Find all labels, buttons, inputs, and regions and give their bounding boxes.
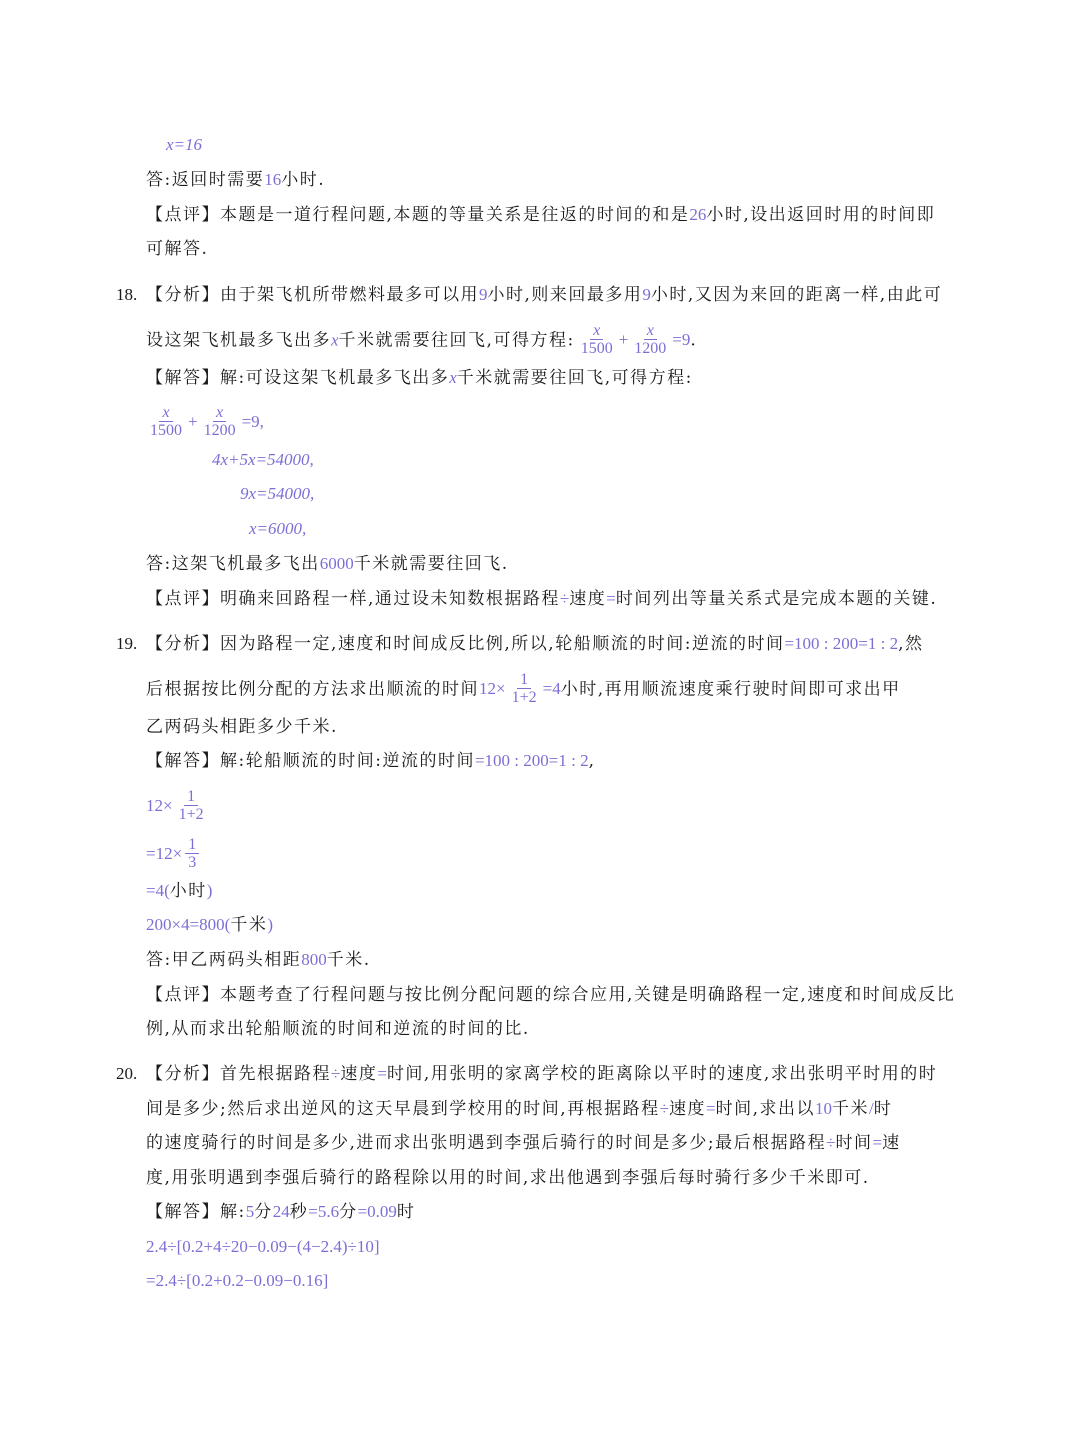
solution-20-expr1: 2.4÷[0.2+4÷20−0.09−(4−2.4)÷10]: [146, 1237, 380, 1256]
fraction: $\frac{x}{1200}$: [634, 322, 667, 357]
solution-18-step4: x=6000,: [249, 519, 307, 538]
fraction: $\frac{x}{1500}$: [580, 322, 613, 357]
analysis-20-line1: 【分析】首先根据路程÷速度=时间,用张明的家离学校的距离除以平时的速度,求出张明平时用的时: [146, 1064, 938, 1084]
comment-19-line1: 【点评】本题考查了行程问题与按比例分配问题的综合应用,关键是明确路程一定,速度和时间成反比: [146, 985, 956, 1005]
solution-18-step2: 4x+5x=54000,: [212, 450, 314, 469]
fraction: $\frac{1}{1+2}$: [511, 671, 537, 706]
analysis-19-line2: 后根据按比例分配的方法求出顺流的时间12× $\frac{1}{1+2}$ =4小时,再用顺流速度乘行驶时间即可求出甲: [146, 671, 901, 706]
analysis-label: 【分析】: [146, 285, 220, 305]
analysis-20-line2: 间是多少;然后求出逆风的这天早晨到学校用的时间,再根据路程÷速度=时间,求出以10千米/时: [146, 1099, 893, 1119]
solution-19-step2: =12× $\frac{1}{3}$: [146, 838, 202, 873]
solution-label: 【解答】: [146, 751, 220, 771]
solution-18-intro: 【解答】解:可设这架飞机最多飞出多x千米就需要往回飞,可得方程:: [146, 368, 693, 388]
comment-label: 【点评】: [146, 589, 220, 609]
answer-17: 答:返回时需要16小时.: [146, 170, 326, 190]
comment-label: 【点评】: [146, 205, 220, 225]
answer-19: 答:甲乙两码头相距800千米.: [146, 950, 371, 970]
solution-18-eq1: $\frac{x}{1500}$ + $\frac{x}{1200}$ =9,: [144, 406, 264, 441]
analysis-18-line1: 【分析】由于架飞机所带燃料最多可以用9小时,则来回最多用9小时,又因为来回的距离一样,由此可: [146, 285, 943, 305]
fraction: $\frac{x}{1500}$: [150, 404, 182, 439]
comment-18: 【点评】明确来回路程一样,通过设未知数根据路程÷速度=时间列出等量关系式是完成本题的关键.: [146, 589, 938, 609]
solution-20-expr2: =2.4÷[0.2+0.2−0.09−0.16]: [146, 1271, 329, 1290]
solution-19-step3: =4(小时): [146, 881, 213, 901]
answer-18: 答:这架飞机最多飞出6000千米就需要往回飞.: [146, 554, 509, 574]
analysis-label: 【分析】: [146, 1064, 220, 1084]
analysis-19-line3: 乙两码头相距多少千米.: [146, 717, 338, 737]
eq-x-16: [166, 133, 202, 157]
solution-label: 【解答】: [146, 1202, 220, 1222]
question-number-19: 19.: [116, 634, 138, 653]
comment-label: 【点评】: [146, 985, 220, 1005]
solution-19-step1: 12× $\frac{1}{1+2}$: [146, 790, 210, 825]
question-number-18: 18.: [116, 285, 138, 304]
analysis-19-line1: 【分析】因为路程一定,速度和时间成反比例,所以,轮船顺流的时间:逆流的时间=100 : 200=1 : 2,然: [146, 634, 924, 654]
fraction: $\frac{x}{1200}$: [203, 404, 236, 439]
math-expression: x=16: [166, 135, 203, 154]
analysis-label: 【分析】: [146, 634, 220, 654]
analysis-18-line2: 设这架飞机最多飞出多x千米就需要往回飞,可得方程: $\frac{x}{1500}$ + $\frac{x}{1200}$ =9.: [146, 322, 698, 357]
comment-17-line2: 可解答.: [146, 239, 209, 259]
equation-inline-18: $\frac{x}{1500}$ + $\frac{x}{1200}$ =9: [575, 330, 691, 349]
analysis-20-line4: 度,用张明遇到李强后骑行的路程除以用的时间,求出他遇到李强后每时骑行多少千米即可.: [146, 1168, 870, 1188]
solution-20-intro: 【解答】解:5分24秒=5.6分=0.09时: [146, 1202, 416, 1222]
analysis-20-line3: 的速度骑行的时间是多少,进而求出张明遇到李强后骑行的时间是多少;最后根据路程÷时间=速: [146, 1133, 901, 1153]
solution-label: 【解答】: [146, 368, 220, 388]
question-number-20: 20.: [116, 1064, 138, 1083]
comment-19-line2: 例,从而求出轮船顺流的时间和逆流的时间的比.: [146, 1019, 530, 1039]
fraction: $\frac{1}{1+2}$: [178, 788, 204, 823]
comment-17-line1: 【点评】本题是一道行程问题,本题的等量关系是往返的时间的和是26小时,设出返回时用的时间即: [146, 205, 936, 225]
solution-19-intro: 【解答】解:轮船顺流的时间:逆流的时间=100 : 200=1 : 2,: [146, 751, 596, 771]
solution-19-step4: 200×4=800(千米): [146, 915, 274, 935]
solution-18-step3: 9x=54000,: [240, 484, 315, 503]
fraction: $\frac{1}{3}$: [185, 836, 199, 871]
